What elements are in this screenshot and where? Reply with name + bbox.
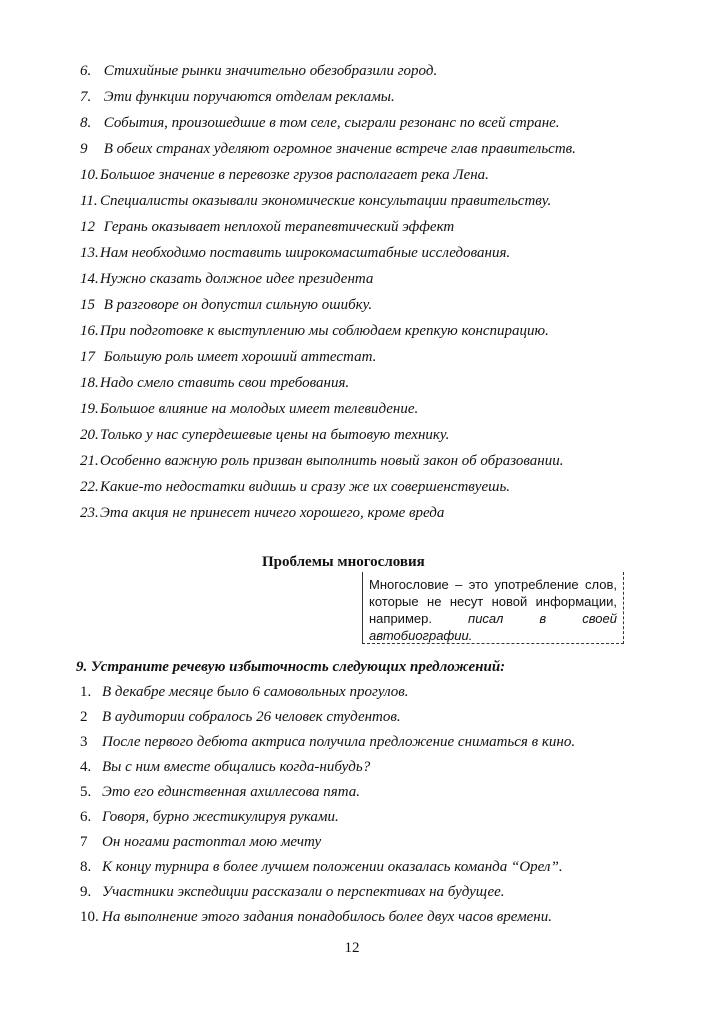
list-item (80, 448, 660, 474)
item-number: 8. (80, 859, 92, 875)
section-title: Проблемы многословия (262, 554, 425, 570)
item-text: Герань оказывает неплохой терапевтический эффект (103, 219, 455, 235)
item-number: 5. (80, 784, 92, 800)
list-item (80, 110, 660, 136)
list-item (80, 396, 660, 422)
item-text: Он ногами растоптал мою мечту (102, 834, 322, 850)
item-text: Специалисты оказывали экономические консультации правительству. (100, 193, 552, 209)
item-number: 10. (80, 167, 99, 183)
list-item (80, 680, 660, 705)
item-text: Говоря, бурно жестикулируя руками. (102, 809, 339, 825)
list-item (80, 240, 660, 266)
list-item (80, 474, 660, 500)
item-number: 6. (80, 63, 92, 79)
item-text: Вы с ним вместе общались когда-нибудь? (102, 759, 371, 775)
list-item (80, 162, 660, 188)
item-text: Это его единственная ахиллесова пята. (102, 784, 360, 800)
list-item (80, 500, 660, 526)
item-number: 9 (80, 141, 88, 157)
list-item (80, 344, 660, 370)
list-item (80, 136, 660, 162)
exercise-list-bottom (80, 680, 660, 930)
list-item (80, 705, 660, 730)
item-text: События, произошедшие в том селе, сыграли резонанс по всей стране. (103, 115, 560, 131)
item-text: Эта акция не принесет ничего хорошего, кроме вреда (100, 505, 445, 521)
item-text: В декабре месяце было 6 самовольных прогулов. (102, 684, 409, 700)
item-number: 19. (80, 401, 99, 417)
list-item (80, 266, 660, 292)
item-number: 18. (80, 375, 99, 391)
item-text: Стихийные рынки значительно обезобразили город. (103, 63, 438, 79)
task-title: 9. Устраните речевую избыточность следующих предложений: (76, 659, 506, 675)
item-number: 2 (80, 709, 88, 725)
page-number: 12 (344, 940, 360, 956)
item-text: Большую роль имеет хороший аттестат. (103, 349, 377, 365)
item-number: 20. (80, 427, 99, 443)
item-text: Большое влияние на молодых имеет телевидение. (100, 401, 419, 417)
item-number: 23. (80, 505, 99, 521)
item-text: Нам необходимо поставить широкомасштабные исследования. (100, 245, 511, 261)
item-number: 12 (80, 219, 95, 235)
item-text: При подготовке к выступлению мы соблюдаем крепкую конспирацию. (100, 323, 549, 339)
list-item (80, 755, 660, 780)
item-number: 3 (80, 734, 88, 750)
item-number: 16. (80, 323, 99, 339)
list-item (80, 370, 660, 396)
list-item (80, 292, 660, 318)
item-number: 6. (80, 809, 92, 825)
list-item (80, 84, 660, 110)
list-item (80, 905, 660, 930)
item-text: К концу турнира в более лучшем положении оказалась команда “Орел”. (102, 859, 563, 875)
list-item (80, 830, 660, 855)
item-text: После первого дебюта актриса получила предложение сниматься в кино. (102, 734, 576, 750)
item-number: 7. (80, 89, 92, 105)
item-text: Надо смело ставить свои требования. (100, 375, 350, 391)
item-number: 13. (80, 245, 99, 261)
note-definition-text: Многословие – это употребление слов, которые не несут новой информации, например. (369, 577, 617, 626)
list-item (80, 58, 660, 84)
list-item (80, 805, 660, 830)
list-item (80, 780, 660, 805)
item-number: 22. (80, 479, 99, 495)
item-text: В обеих странах уделяют огромное значение встрече глав правительств. (103, 141, 576, 157)
item-number: 9. (80, 884, 92, 900)
item-text: Особенно важную роль призван выполнить новый закон об образовании. (100, 453, 564, 469)
item-text: Какие-то недостатки видишь и сразу же их совершенствуешь. (100, 479, 511, 495)
list-item (80, 880, 660, 905)
item-number: 21. (80, 453, 99, 469)
item-text: В разговоре он допустил сильную ошибку. (103, 297, 373, 313)
exercise-list-top (80, 58, 660, 526)
item-number: 7 (80, 834, 88, 850)
list-item (80, 422, 660, 448)
item-number: 8. (80, 115, 92, 131)
list-item (80, 188, 660, 214)
item-number: 4. (80, 759, 92, 775)
item-text: Эти функции поручаются отделам рекламы. (103, 89, 395, 105)
item-text: Большое значение в перевозке грузов располагает река Лена. (100, 167, 489, 183)
list-item (80, 214, 660, 240)
item-text: В аудитории собралось 26 человек студентов. (102, 709, 401, 725)
definition-note-box (362, 572, 624, 644)
note-example-text: писал в своей автобиографии. (369, 611, 617, 643)
item-number: 14. (80, 271, 99, 287)
item-text: Участники экспедиции рассказали о перспективах на будущее. (102, 884, 505, 900)
item-text: Только у нас супердешевые цены на бытовую технику. (100, 427, 450, 443)
item-number: 10. (80, 909, 99, 925)
list-item (80, 318, 660, 344)
item-number: 11. (80, 193, 98, 209)
list-item (80, 855, 660, 880)
item-text: Нужно сказать должное идее президента (100, 271, 374, 287)
item-number: 17 (80, 349, 95, 365)
list-item (80, 730, 660, 755)
item-number: 1. (80, 684, 92, 700)
item-number: 15 (80, 297, 95, 313)
item-text: На выполнение этого задания понадобилось более двух часов времени. (102, 909, 552, 925)
